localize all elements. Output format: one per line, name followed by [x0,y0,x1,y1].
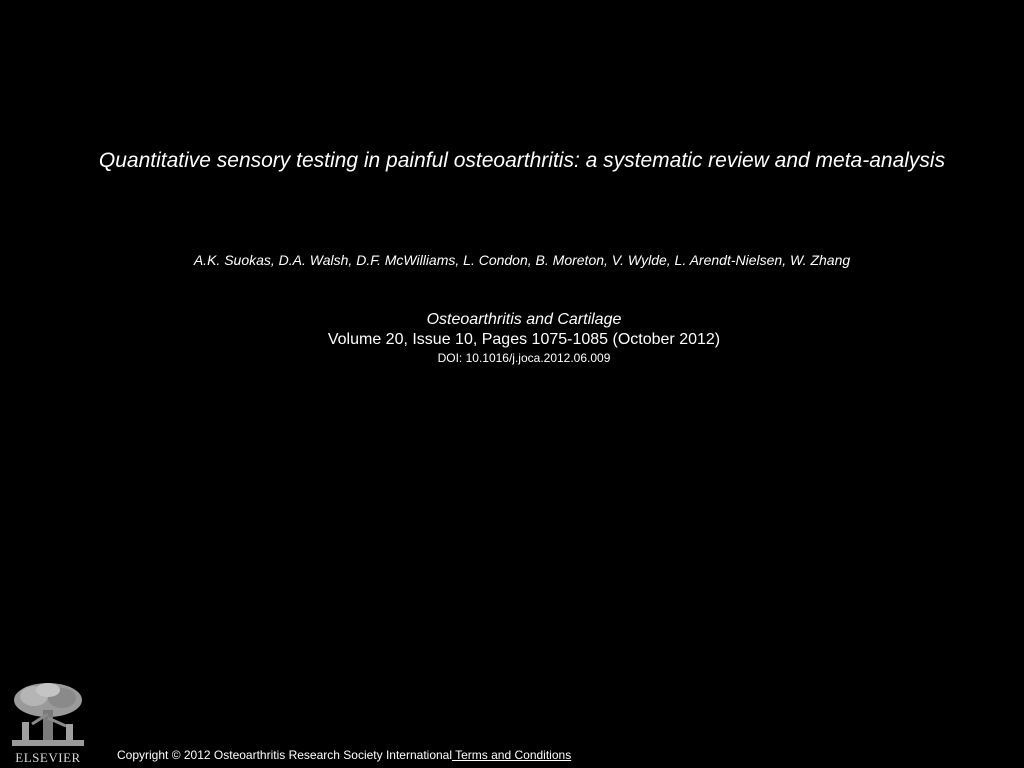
volume-info: Volume 20, Issue 10, Pages 1075-1085 (October 2012) [327,331,721,348]
copyright-notice: Copyright © 2012 Osteoarthritis Research Society International [117,748,453,762]
article-title: Quantitative sensory testing in painful osteoarthritis: a systematic review and meta-analysis [98,149,946,172]
elsevier-tree-icon [8,680,88,750]
journal-name: Osteoarthritis and Cartilage [426,311,622,328]
elsevier-logo [8,680,88,766]
terms-and-conditions-link[interactable]: Terms and Conditions [452,748,572,762]
footer [117,747,571,763]
author-list: A.K. Suokas, D.A. Walsh, D.F. McWilliams, L. Condon, B. Moreton, V. Wylde, L. Arendt-Nielsen, W. Zhang [193,252,851,268]
elsevier-wordmark: ELSEVIER [15,750,81,765]
doi: DOI: 10.1016/j.joca.2012.06.009 [437,351,611,365]
